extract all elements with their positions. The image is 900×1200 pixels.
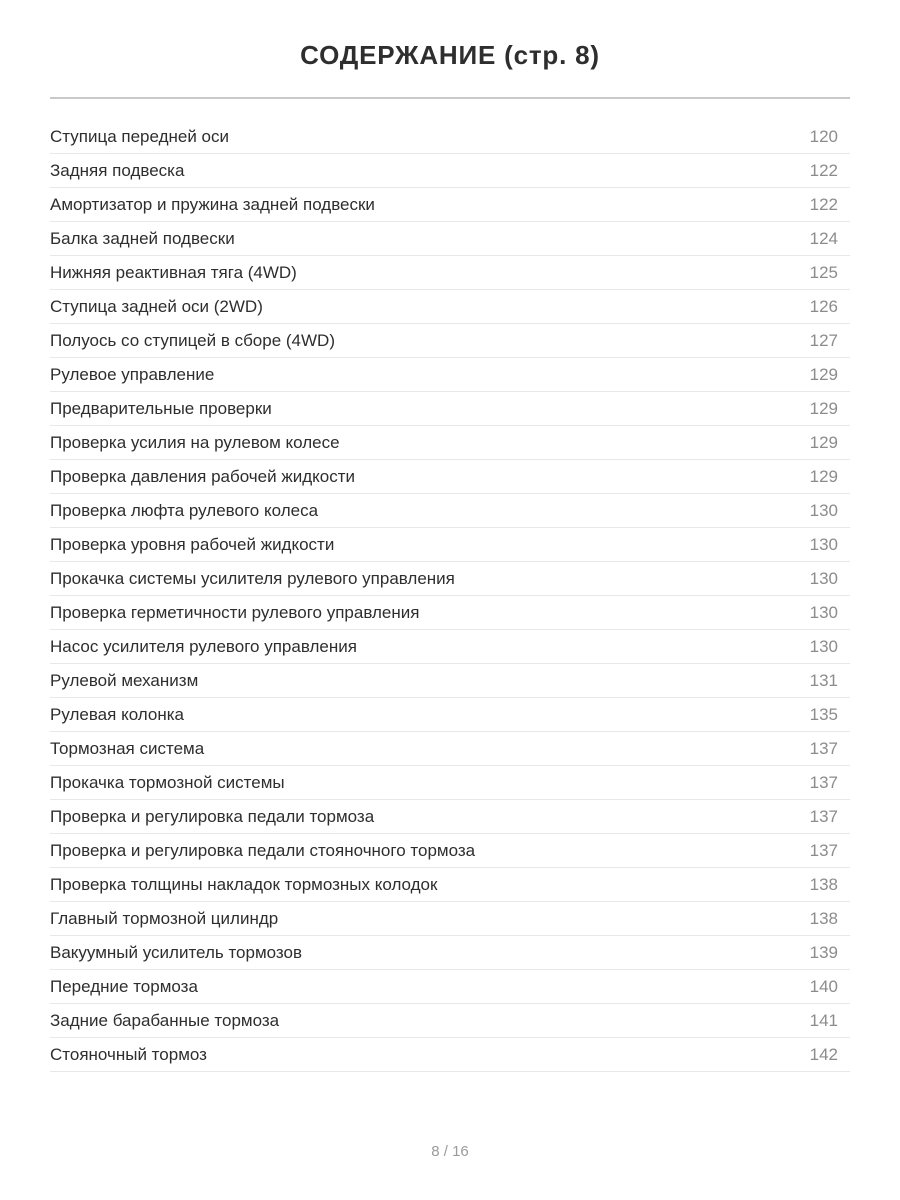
toc-entry-page: 122	[809, 194, 838, 214]
toc-row[interactable]	[50, 936, 850, 970]
toc-entry-page: 130	[809, 534, 838, 554]
toc-entry-page: 138	[809, 874, 838, 894]
toc-entry-label: Проверка герметичности рулевого управления	[50, 602, 420, 622]
toc-row[interactable]	[50, 868, 850, 902]
toc-entry-page: 120	[809, 126, 838, 146]
toc-entry-page: 122	[809, 160, 838, 180]
toc-entry-label: Амортизатор и пружина задней подвески	[50, 194, 375, 214]
toc-row[interactable]	[50, 290, 850, 324]
toc-entry-label: Проверка и регулировка педали стояночного тормоза	[50, 840, 476, 860]
toc-entry-page: 129	[809, 398, 838, 418]
toc-row[interactable]	[50, 766, 850, 800]
toc-entry-label: Задняя подвеска	[50, 160, 185, 180]
toc-entry-page: 130	[809, 500, 838, 520]
toc-entry-label: Главный тормозной цилиндр	[50, 908, 279, 928]
toc-entry-page: 142	[809, 1044, 838, 1064]
toc-entry-label: Рулевая колонка	[50, 704, 184, 724]
toc-entry-label: Прокачка системы усилителя рулевого управления	[50, 568, 455, 588]
toc-row[interactable]	[50, 460, 850, 494]
toc-row[interactable]	[50, 358, 850, 392]
toc-entry-page: 127	[809, 330, 838, 350]
toc-entry-label: Полуось со ступицей в сборе (4WD)	[50, 330, 335, 350]
toc-entry-page: 137	[809, 772, 838, 792]
toc-row[interactable]	[50, 834, 850, 868]
toc-row[interactable]	[50, 596, 850, 630]
toc-entry-page: 129	[809, 364, 838, 384]
toc-row[interactable]	[50, 392, 850, 426]
toc-entry-page: 125	[809, 262, 838, 282]
toc-entry-label: Рулевой механизм	[50, 670, 199, 690]
toc-row[interactable]	[50, 528, 850, 562]
toc-entry-page: 129	[809, 466, 838, 486]
toc-row[interactable]	[50, 800, 850, 834]
toc-entry-label: Прокачка тормозной системы	[50, 772, 285, 792]
toc-entry-label: Ступица передней оси	[50, 126, 229, 146]
toc-entry-page: 137	[809, 840, 838, 860]
toc-row[interactable]	[50, 732, 850, 766]
toc-entry-label: Вакуумный усилитель тормозов	[50, 942, 302, 962]
toc-entry-label: Проверка люфта рулевого колеса	[50, 500, 319, 520]
toc-entry-label: Ступица задней оси (2WD)	[50, 296, 263, 316]
toc-entry-page: 137	[809, 806, 838, 826]
toc-row[interactable]	[50, 222, 850, 256]
toc-row[interactable]	[50, 256, 850, 290]
toc-list	[50, 120, 850, 1072]
toc-entry-page: 141	[809, 1010, 838, 1030]
toc-entry-label: Балка задней подвески	[50, 228, 235, 248]
toc-row[interactable]	[50, 426, 850, 460]
toc-entry-page: 126	[809, 296, 838, 316]
toc-row[interactable]	[50, 970, 850, 1004]
toc-entry-label: Проверка давления рабочей жидкости	[50, 466, 355, 486]
toc-entry-page: 129	[809, 432, 838, 452]
toc-entry-page: 139	[809, 942, 838, 962]
toc-row[interactable]	[50, 1004, 850, 1038]
toc-entry-page: 130	[809, 636, 838, 656]
toc-entry-page: 124	[809, 228, 838, 248]
toc-entry-label: Тормозная система	[50, 738, 205, 758]
toc-row[interactable]	[50, 494, 850, 528]
title-divider	[50, 97, 850, 99]
toc-entry-page: 130	[809, 568, 838, 588]
toc-entry-page: 137	[809, 738, 838, 758]
toc-row[interactable]	[50, 120, 850, 154]
toc-row[interactable]	[50, 902, 850, 936]
toc-row[interactable]	[50, 188, 850, 222]
toc-entry-page: 140	[809, 976, 838, 996]
toc-entry-page: 138	[809, 908, 838, 928]
toc-row[interactable]	[50, 324, 850, 358]
toc-row[interactable]	[50, 664, 850, 698]
toc-row[interactable]	[50, 562, 850, 596]
toc-entry-label: Стояночный тормоз	[50, 1044, 207, 1064]
page-indicator: 8 / 16	[431, 1143, 469, 1160]
toc-entry-label: Проверка толщины накладок тормозных колодок	[50, 874, 438, 894]
toc-row[interactable]	[50, 630, 850, 664]
toc-entry-label: Проверка усилия на рулевом колесе	[50, 432, 340, 452]
toc-entry-label: Насос усилителя рулевого управления	[50, 636, 357, 656]
toc-row[interactable]	[50, 698, 850, 732]
toc-entry-label: Нижняя реактивная тяга (4WD)	[50, 262, 297, 282]
page-title: СОДЕРЖАНИЕ (стр. 8)	[300, 40, 600, 70]
toc-row[interactable]	[50, 154, 850, 188]
toc-entry-label: Рулевое управление	[50, 364, 215, 384]
toc-entry-label: Проверка и регулировка педали тормоза	[50, 806, 375, 826]
toc-entry-page: 131	[809, 670, 838, 690]
toc-entry-page: 135	[809, 704, 838, 724]
toc-entry-label: Предварительные проверки	[50, 398, 272, 418]
toc-row[interactable]	[50, 1038, 850, 1072]
toc-entry-label: Проверка уровня рабочей жидкости	[50, 534, 335, 554]
toc-entry-label: Передние тормоза	[50, 976, 198, 996]
toc-entry-page: 130	[809, 602, 838, 622]
toc-entry-label: Задние барабанные тормоза	[50, 1010, 280, 1030]
